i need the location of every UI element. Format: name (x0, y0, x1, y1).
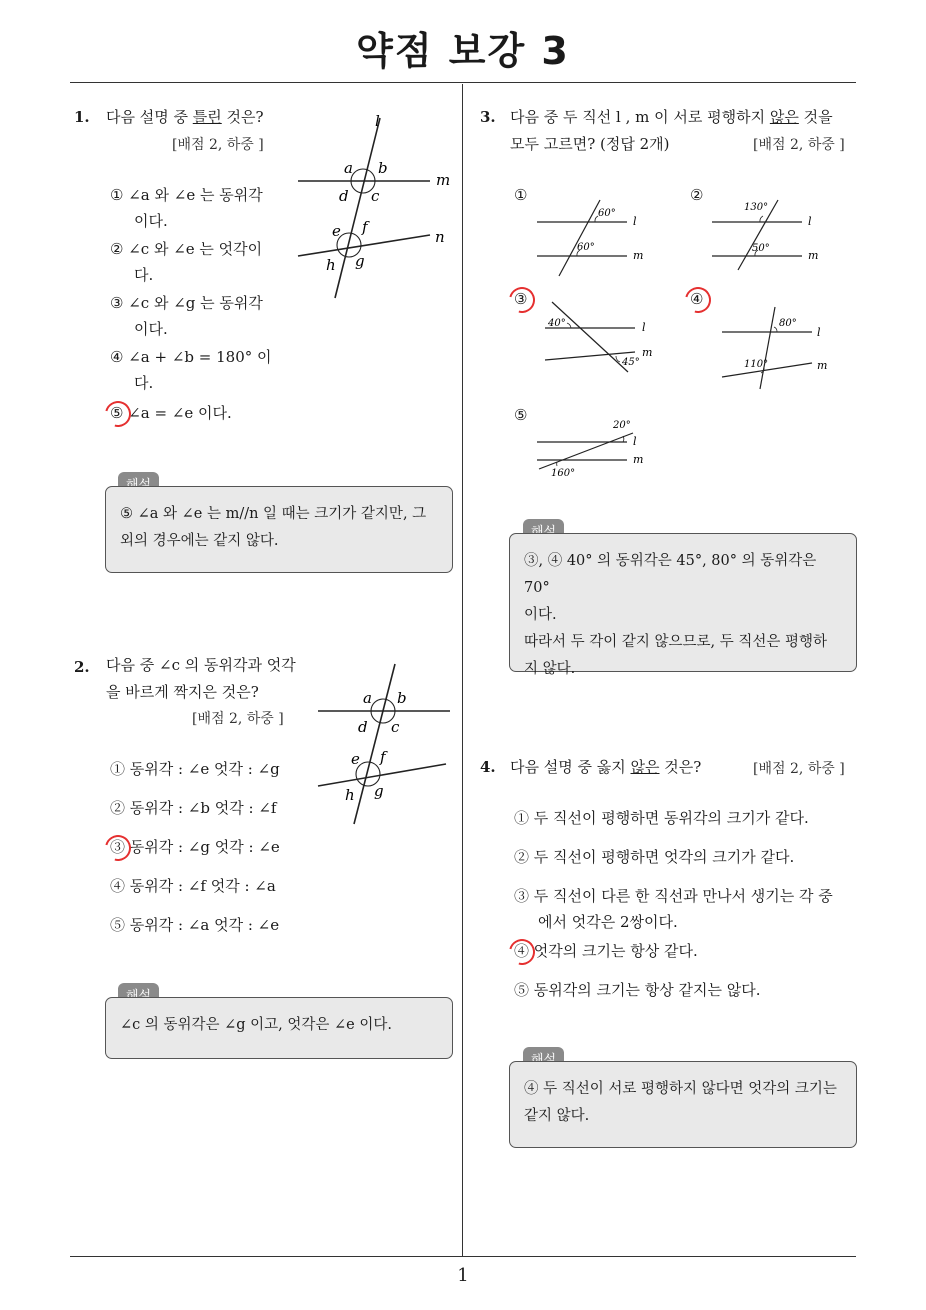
q3-option-3-mark[interactable]: ③ (514, 290, 528, 308)
q3-fig4-angle-1: 80° (779, 318, 797, 329)
q4-option-3-cont: 에서 엇각은 2쌍이다. (538, 913, 678, 931)
q1-label-g: g (355, 252, 365, 270)
q4-number: 4. (480, 758, 496, 776)
q1-number: 1. (74, 108, 90, 126)
q2-meta: [배점 2, 하중 ] (192, 711, 284, 727)
q3-figure-4 (718, 305, 838, 390)
q1-option-5[interactable]: ⑤ ∠a = ∠e 이다. (110, 404, 232, 422)
q2-explanation-line-1: ∠c 의 동위각은 ∠g 이고, 엇각은 ∠e 이다. (120, 1017, 392, 1033)
q1-label-n: n (435, 228, 445, 246)
q4-meta: [배점 2, 하중 ] (753, 761, 845, 777)
q3-fig5-angle-2: 160° (551, 468, 576, 479)
page-number: 1 (457, 1265, 469, 1286)
q1-option-1-cont: 이다. (134, 212, 168, 230)
q3-fig2-label-l: l (808, 215, 812, 228)
q1-option-3-cont: 이다. (134, 320, 168, 338)
q3-answer-circle-4 (680, 282, 716, 318)
q3-figure-1 (535, 198, 655, 278)
column-divider (462, 84, 463, 1256)
q1-label-a: a (344, 159, 353, 177)
q2-option-1[interactable]: ① 동위각 : ∠e 엇각 : ∠g (110, 760, 280, 778)
q1-label-e: e (332, 222, 341, 240)
q2-label-a: a (363, 689, 372, 707)
q4-option-1[interactable]: ① 두 직선이 평행하면 동위각의 크기가 같다. (514, 809, 809, 827)
q3-option-1-mark[interactable]: ① (514, 186, 528, 204)
q1-explanation-line-1: ⑤ ∠a 와 ∠e 는 m//n 일 때는 크기가 같지만, 그 (120, 506, 427, 522)
q3-meta: [배점 2, 하중 ] (753, 137, 845, 153)
q1-label-l: l (375, 112, 380, 130)
q2-label-h: h (345, 786, 355, 804)
q1-label-m: m (436, 171, 451, 189)
q3-fig1-angle-1: 60° (598, 208, 616, 219)
q3-fig5-angle-1: 20° (613, 420, 631, 431)
q3-explanation-line-2: 이다. (524, 607, 557, 623)
q3-answer-circle-3 (504, 282, 540, 318)
q3-fig4-label-l: l (817, 326, 821, 339)
q3-option-4-mark[interactable]: ④ (690, 290, 704, 308)
q2-label-b: b (397, 689, 407, 707)
q3-fig1-angle-2: 60° (577, 242, 595, 253)
q2-option-4[interactable]: ④ 동위각 : ∠f 엇각 : ∠a (110, 877, 276, 895)
q2-number: 2. (74, 658, 90, 676)
q1-option-4[interactable]: ④ ∠a + ∠b = 180° 이 (110, 348, 272, 366)
q3-fig2-angle-1: 130° (744, 202, 769, 213)
q1-label-c: c (371, 187, 380, 205)
q4-explanation-line-2: 같지 않다. (524, 1108, 590, 1124)
q3-figure-3 (540, 300, 670, 380)
q4-option-4[interactable]: ④ 엇각의 크기는 항상 같다. (514, 942, 698, 960)
q3-option-5-mark[interactable]: ⑤ (514, 406, 528, 424)
q1-option-2-cont: 다. (134, 266, 154, 284)
q3-number: 3. (480, 108, 496, 126)
q2-label-e: e (351, 750, 360, 768)
q3-figure-2 (710, 198, 830, 278)
q2-label-c: c (391, 718, 400, 736)
q3-explanation-box (509, 533, 857, 677)
q3-explanation-line-1: ③, ④ 40° 의 동위각은 45°, 80° 의 동위각은 70° (524, 553, 817, 596)
q2-option-2[interactable]: ② 동위각 : ∠b 엇각 : ∠f (110, 799, 277, 817)
q4-option-3[interactable]: ③ 두 직선이 다른 한 직선과 만나서 생기는 각 중 (514, 887, 833, 905)
q3-fig3-angle-1: 40° (548, 318, 566, 329)
q1-label-h: h (326, 256, 336, 274)
q4-option-5[interactable]: ⑤ 동위각의 크기는 항상 같지는 않다. (514, 981, 761, 999)
q1-meta: [배점 2, 하중 ] (172, 137, 264, 153)
q1-label-f: f (362, 218, 368, 236)
q3-figure-5 (535, 418, 655, 480)
q3-fig4-angle-2: 110° (744, 359, 769, 370)
q3-explanation-line-3: 따라서 두 각이 같지 않으므로, 두 직선은 평행하 (524, 634, 828, 650)
q1-figure (290, 108, 460, 308)
q3-fig3-label-l: l (642, 321, 646, 334)
q2-text-line-2: 을 바르게 짝지은 것은? (106, 683, 259, 701)
q2-option-3[interactable]: ③ 동위각 : ∠g 엇각 : ∠e (110, 838, 280, 856)
page-title: 약점 보강 3 (356, 29, 570, 73)
q3-fig2-angle-2: 50° (752, 243, 770, 254)
q1-label-b: b (378, 159, 388, 177)
q3-fig5-label-m: m (633, 453, 644, 466)
q4-explanation-line-1: ④ 두 직선이 서로 평행하지 않다면 엇각의 크기는 (524, 1081, 837, 1097)
q1-label-d: d (339, 187, 349, 205)
q3-fig1-label-l: l (633, 215, 637, 228)
q1-explanation-line-2: 외의 경우에는 같지 않다. (120, 533, 279, 549)
q3-explanation-line-4: 지 않다. (524, 661, 576, 677)
q3-fig3-label-m: m (642, 346, 653, 359)
q3-fig5-label-l: l (633, 435, 637, 448)
q3-text-line-2: 모두 고르면? (정답 2개) (510, 135, 670, 153)
title-rule (70, 82, 856, 83)
q3-fig1-label-m: m (633, 249, 644, 262)
q2-explanation-box (105, 997, 453, 1059)
q3-fig4-label-m: m (817, 359, 828, 372)
q3-fig2-label-m: m (808, 249, 819, 262)
q3-text-line-1: 다음 중 두 직선 l , m 이 서로 평행하지 않은 것을 (510, 108, 833, 126)
q1-option-3[interactable]: ③ ∠c 와 ∠g 는 동위각 (110, 294, 263, 312)
q1-option-1[interactable]: ① ∠a 와 ∠e 는 동위각 (110, 186, 263, 204)
q4-explanation-box (509, 1061, 857, 1148)
q2-option-5[interactable]: ⑤ 동위각 : ∠a 엇각 : ∠e (110, 916, 280, 934)
q4-option-2[interactable]: ② 두 직선이 평행하면 엇각의 크기가 같다. (514, 848, 795, 866)
q1-option-2[interactable]: ② ∠c 와 ∠e 는 엇각이 (110, 240, 263, 258)
q1-text: 다음 설명 중 틀린 것은? (106, 108, 264, 126)
q4-text: 다음 설명 중 옳지 않은 것은? (510, 758, 702, 776)
q2-label-d: d (358, 718, 368, 736)
footer-rule (70, 1256, 856, 1257)
q2-text-line-1: 다음 중 ∠c 의 동위각과 엇각 (106, 656, 296, 674)
q1-option-4-cont: 다. (134, 374, 154, 392)
q3-option-2-mark[interactable]: ② (690, 186, 704, 204)
q1-explanation-box (105, 486, 453, 573)
q3-fig3-angle-2: 45° (622, 357, 640, 368)
q2-figure (312, 660, 457, 830)
q2-label-g: g (374, 782, 384, 800)
q2-label-f: f (380, 748, 386, 766)
